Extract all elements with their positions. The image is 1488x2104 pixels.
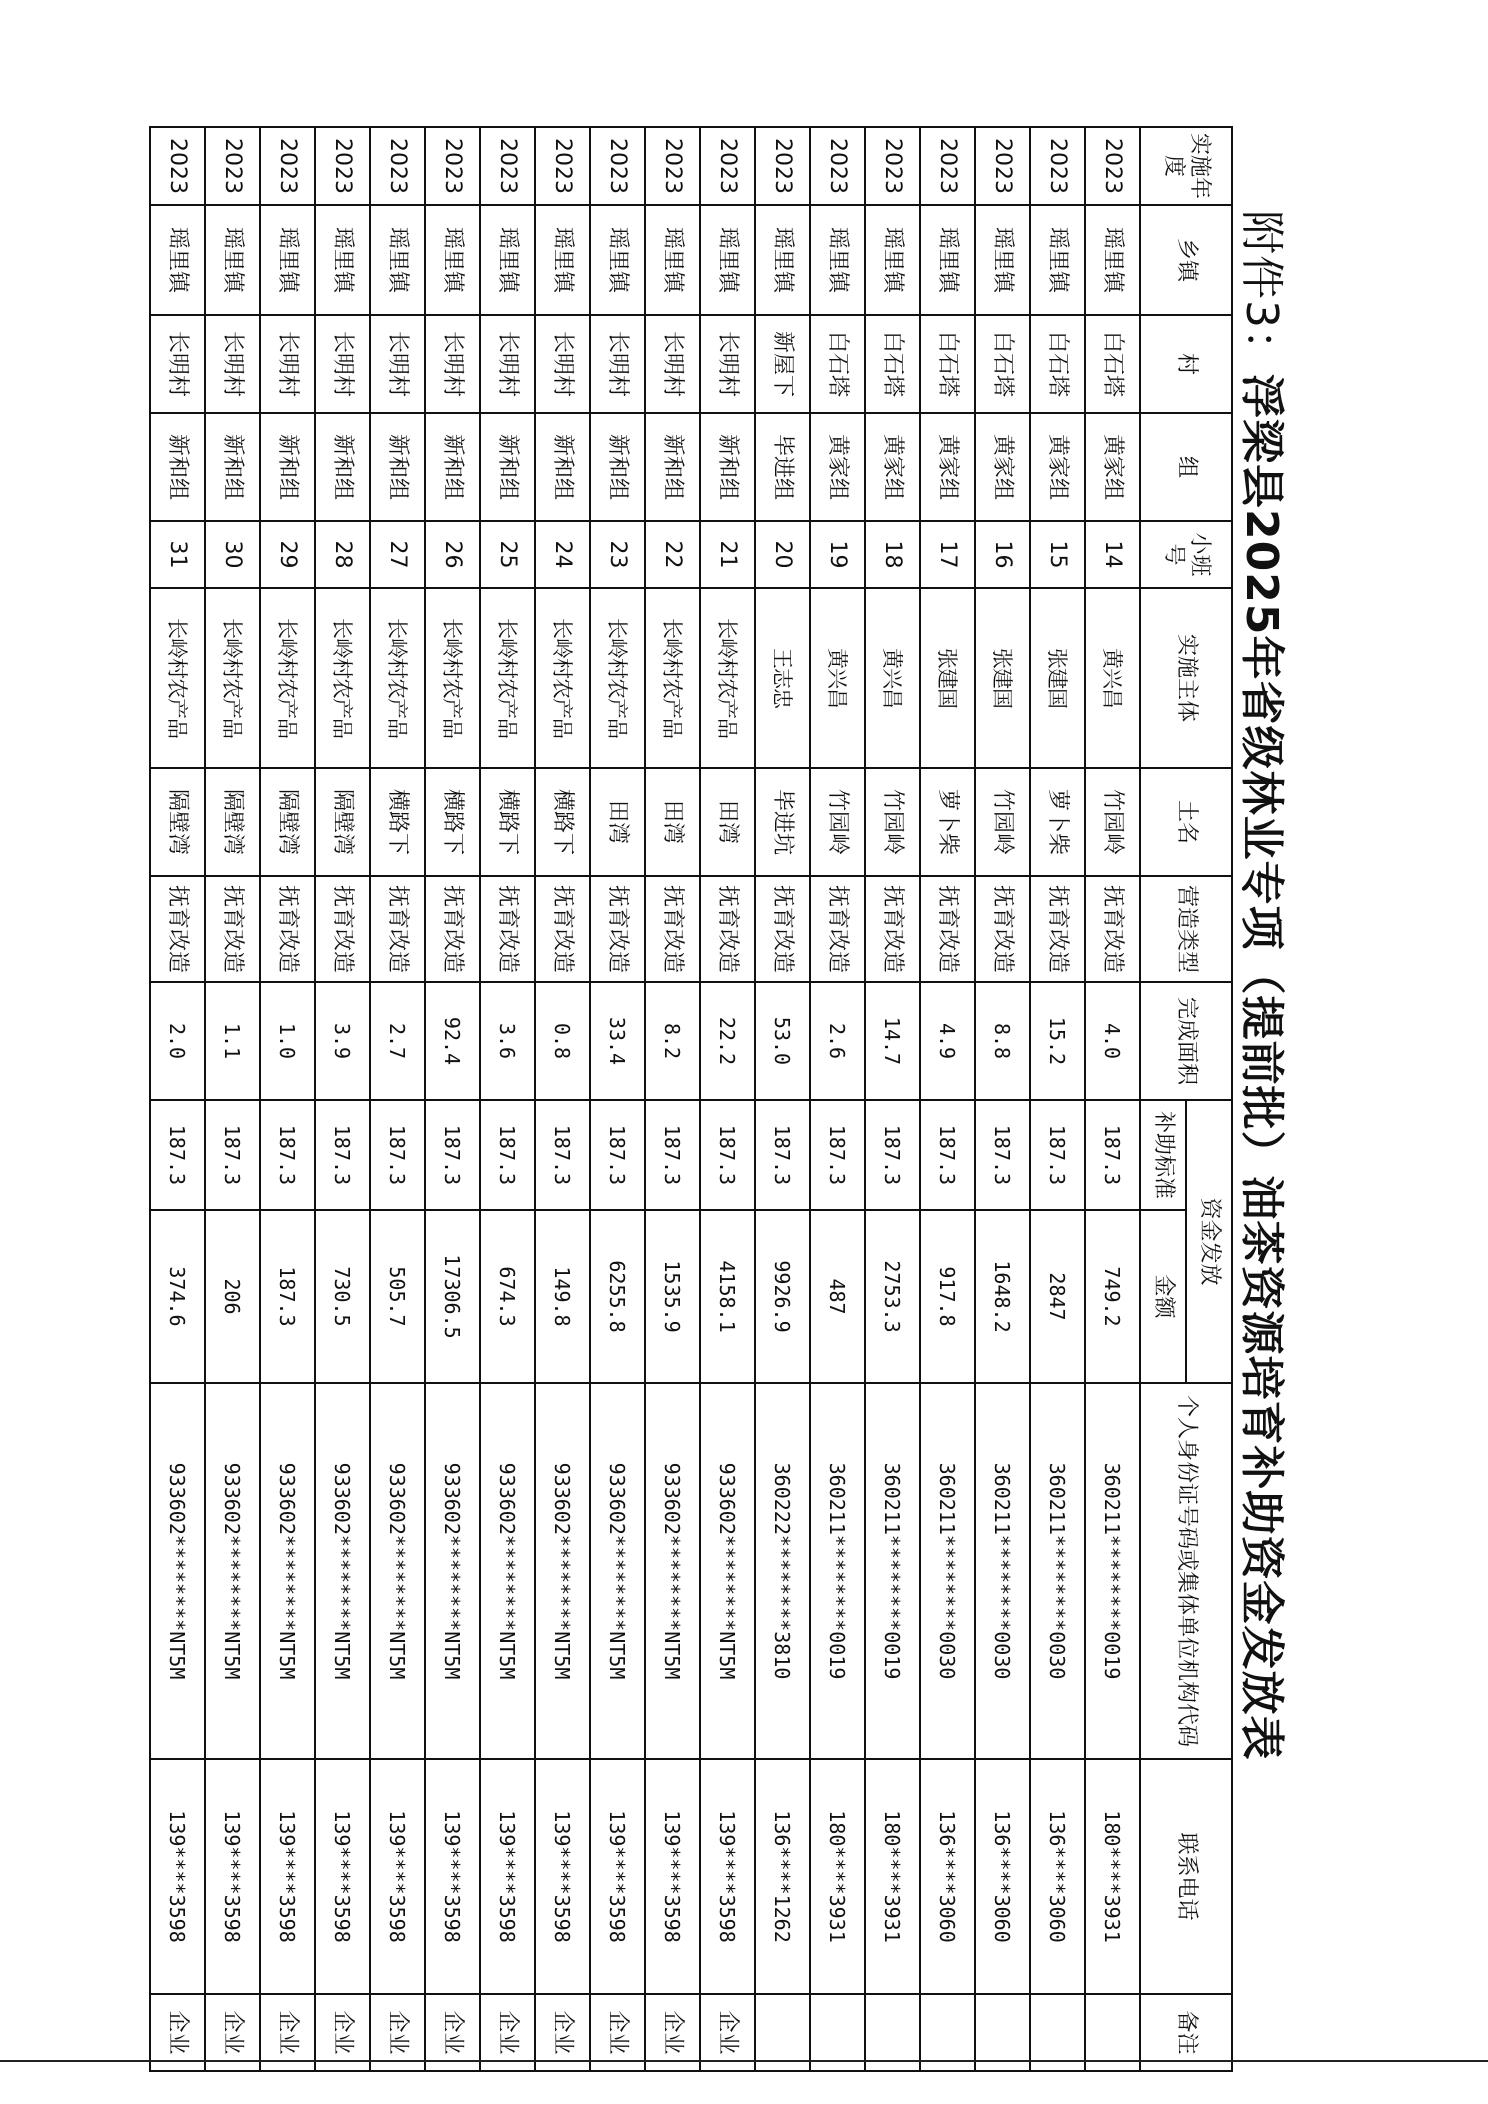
cell-id: 933602********NT5M (535, 1383, 590, 1759)
cell-entity: 长岭村农产品 (645, 588, 700, 768)
cell-village: 白石塔 (810, 315, 865, 413)
cell-town: 瑶里镇 (425, 205, 480, 315)
cell-standard: 187.3 (535, 1100, 590, 1210)
cell-entity: 长岭村农产品 (205, 588, 260, 768)
cell-phone: 136****3060 (1030, 1759, 1085, 1994)
cell-place: 横路下 (535, 768, 590, 876)
cell-group: 新和组 (590, 413, 645, 521)
cell-area: 22.2 (700, 982, 755, 1100)
cell-village: 白石塔 (975, 315, 1030, 413)
cell-plot: 28 (315, 521, 370, 588)
cell-entity: 长岭村农产品 (370, 588, 425, 768)
cell-standard: 187.3 (425, 1100, 480, 1210)
cell-standard: 187.3 (645, 1100, 700, 1210)
cell-place: 田湾 (590, 768, 645, 876)
header-entity: 实施主体 (1140, 588, 1232, 768)
cell-id: 933602********NT5M (205, 1383, 260, 1759)
table-row (150, 127, 205, 2071)
cell-entity: 长岭村农产品 (590, 588, 645, 768)
cell-entity: 张建国 (920, 588, 975, 768)
cell-group: 新和组 (205, 413, 260, 521)
cell-id: 360211********0019 (1085, 1383, 1140, 1759)
cell-id: 933602********NT5M (590, 1383, 645, 1759)
cell-phone: 139****3598 (370, 1759, 425, 1994)
cell-amount: 149.8 (535, 1210, 590, 1383)
cell-group: 新和组 (370, 413, 425, 521)
cell-amount: 917.8 (920, 1210, 975, 1383)
table-row (1085, 127, 1140, 2071)
cell-id: 933602********NT5M (425, 1383, 480, 1759)
cell-standard: 187.3 (755, 1100, 810, 1210)
cell-amount: 1535.9 (645, 1210, 700, 1383)
cell-group: 新和组 (645, 413, 700, 521)
cell-year: 2023 (370, 127, 425, 205)
cell-town: 瑶里镇 (700, 205, 755, 315)
cell-id: 360222********3810 (755, 1383, 810, 1759)
document-title-text: 浮梁县2025年省级林业专项（提前批）油茶资源培育补助资金发放表 (1236, 374, 1287, 1761)
cell-phone: 139****3598 (260, 1759, 315, 1994)
cell-area: 2.0 (150, 982, 205, 1100)
cell-village: 长明村 (205, 315, 260, 413)
cell-amount: 749.2 (1085, 1210, 1140, 1383)
table-row (315, 127, 370, 2071)
cell-town: 瑶里镇 (315, 205, 370, 315)
cell-place: 横路下 (370, 768, 425, 876)
cell-town: 瑶里镇 (920, 205, 975, 315)
cell-type: 抚育改造 (1085, 876, 1140, 982)
cell-area: 14.7 (865, 982, 920, 1100)
cell-phone: 139****3598 (700, 1759, 755, 1994)
header-group: 组 (1140, 413, 1232, 521)
cell-place: 隔壁湾 (260, 768, 315, 876)
cell-type: 抚育改造 (1030, 876, 1085, 982)
cell-standard: 187.3 (865, 1100, 920, 1210)
cell-year: 2023 (645, 127, 700, 205)
cell-entity: 长岭村农产品 (425, 588, 480, 768)
cell-place: 隔壁湾 (205, 768, 260, 876)
table-row (425, 127, 480, 2071)
cell-village: 长明村 (260, 315, 315, 413)
cell-place: 萝卜柴 (920, 768, 975, 876)
cell-town: 瑶里镇 (590, 205, 645, 315)
cell-id: 360211********0030 (975, 1383, 1030, 1759)
cell-plot: 22 (645, 521, 700, 588)
cell-group: 黄家组 (1085, 413, 1140, 521)
cell-village: 长明村 (480, 315, 535, 413)
cell-area: 4.0 (1085, 982, 1140, 1100)
cell-type: 抚育改造 (260, 876, 315, 982)
cell-year: 2023 (810, 127, 865, 205)
cell-area: 3.9 (315, 982, 370, 1100)
cell-entity: 长岭村农产品 (700, 588, 755, 768)
cell-standard: 187.3 (1085, 1100, 1140, 1210)
cell-town: 瑶里镇 (1085, 205, 1140, 315)
cell-area: 4.9 (920, 982, 975, 1100)
cell-entity: 黄兴昌 (1085, 588, 1140, 768)
cell-amount: 4158.1 (700, 1210, 755, 1383)
cell-phone: 139****3598 (150, 1759, 205, 1994)
cell-place: 横路下 (480, 768, 535, 876)
header-remark: 备注 (1140, 1994, 1232, 2071)
cell-remark: 企业 (535, 1994, 590, 2071)
cell-amount: 17306.5 (425, 1210, 480, 1383)
subsidy-table (149, 126, 1233, 2072)
cell-phone: 139****3598 (205, 1759, 260, 1994)
cell-phone: 136****1262 (755, 1759, 810, 1994)
cell-village: 长明村 (150, 315, 205, 413)
cell-year: 2023 (535, 127, 590, 205)
cell-phone: 136****3060 (920, 1759, 975, 1994)
cell-town: 瑶里镇 (865, 205, 920, 315)
attachment-label: 附件3： (1236, 210, 1287, 374)
cell-year: 2023 (1085, 127, 1140, 205)
cell-town: 瑶里镇 (975, 205, 1030, 315)
cell-phone: 139****3598 (315, 1759, 370, 1994)
header-standard: 补助标准 (1140, 1100, 1186, 1210)
cell-id: 360211********0030 (920, 1383, 975, 1759)
cell-group: 黄家组 (975, 413, 1030, 521)
cell-year: 2023 (205, 127, 260, 205)
cell-type: 抚育改造 (425, 876, 480, 982)
table-row (370, 127, 425, 2071)
cell-entity: 长岭村农产品 (315, 588, 370, 768)
cell-plot: 29 (260, 521, 315, 588)
cell-type: 抚育改造 (370, 876, 425, 982)
header-year: 实施年度 (1140, 127, 1232, 205)
cell-area: 92.4 (425, 982, 480, 1100)
cell-place: 田湾 (645, 768, 700, 876)
cell-group: 黄家组 (810, 413, 865, 521)
cell-type: 抚育改造 (865, 876, 920, 982)
table-row (975, 127, 1030, 2071)
cell-standard: 187.3 (370, 1100, 425, 1210)
cell-year: 2023 (480, 127, 535, 205)
cell-amount: 6255.8 (590, 1210, 645, 1383)
cell-area: 1.1 (205, 982, 260, 1100)
header-phone: 联系电话 (1140, 1759, 1232, 1994)
cell-area: 8.2 (645, 982, 700, 1100)
cell-id: 360211********0030 (1030, 1383, 1085, 1759)
table-row (535, 127, 590, 2071)
cell-area: 0.8 (535, 982, 590, 1100)
cell-amount: 2847 (1030, 1210, 1085, 1383)
cell-village: 长明村 (645, 315, 700, 413)
cell-group: 新和组 (700, 413, 755, 521)
cell-amount: 2753.3 (865, 1210, 920, 1383)
cell-village: 长明村 (700, 315, 755, 413)
table-row (810, 127, 865, 2071)
cell-area: 33.4 (590, 982, 645, 1100)
table-row (205, 127, 260, 2071)
cell-entity: 张建国 (975, 588, 1030, 768)
cell-standard: 187.3 (590, 1100, 645, 1210)
cell-remark: 企业 (370, 1994, 425, 2071)
cell-place: 田湾 (700, 768, 755, 876)
cell-remark: 企业 (315, 1994, 370, 2071)
cell-phone: 139****3598 (590, 1759, 645, 1994)
cell-year: 2023 (1030, 127, 1085, 205)
cell-place: 隔壁湾 (150, 768, 205, 876)
cell-type: 抚育改造 (535, 876, 590, 982)
cell-entity: 长岭村农产品 (535, 588, 590, 768)
document-title (1234, 210, 1298, 1760)
table-row (700, 127, 755, 2071)
cell-plot: 31 (150, 521, 205, 588)
cell-id: 933602********NT5M (260, 1383, 315, 1759)
cell-town: 瑶里镇 (645, 205, 700, 315)
cell-group: 黄家组 (865, 413, 920, 521)
cell-town: 瑶里镇 (260, 205, 315, 315)
cell-type: 抚育改造 (480, 876, 535, 982)
cell-place: 隔壁湾 (315, 768, 370, 876)
cell-amount: 187.3 (260, 1210, 315, 1383)
cell-place: 毕进坑 (755, 768, 810, 876)
cell-type: 抚育改造 (920, 876, 975, 982)
cell-plot: 18 (865, 521, 920, 588)
cell-village: 新屋下 (755, 315, 810, 413)
cell-type: 抚育改造 (700, 876, 755, 982)
header-plot: 小班号 (1140, 521, 1232, 588)
cell-type: 抚育改造 (150, 876, 205, 982)
cell-remark: 企业 (425, 1994, 480, 2071)
header-id: 个人身份证号码或集体单位机构代码 (1140, 1383, 1232, 1759)
cell-type: 抚育改造 (590, 876, 645, 982)
cell-entity: 黄兴昌 (810, 588, 865, 768)
cell-standard: 187.3 (975, 1100, 1030, 1210)
cell-type: 抚育改造 (205, 876, 260, 982)
cell-plot: 19 (810, 521, 865, 588)
header-village: 村 (1140, 315, 1232, 413)
cell-remark: 企业 (700, 1994, 755, 2071)
cell-town: 瑶里镇 (205, 205, 260, 315)
cell-year: 2023 (425, 127, 480, 205)
cell-village: 白石塔 (920, 315, 975, 413)
cell-id: 933602********NT5M (700, 1383, 755, 1759)
cell-place: 萝卜柴 (1030, 768, 1085, 876)
cell-area: 3.6 (480, 982, 535, 1100)
cell-type: 抚育改造 (315, 876, 370, 982)
cell-year: 2023 (315, 127, 370, 205)
cell-town: 瑶里镇 (370, 205, 425, 315)
cell-phone: 139****3598 (425, 1759, 480, 1994)
header-town: 乡镇 (1140, 205, 1232, 315)
cell-standard: 187.3 (315, 1100, 370, 1210)
cell-id: 360211********0019 (865, 1383, 920, 1759)
cell-entity: 王志忠 (755, 588, 810, 768)
cell-phone: 180****3931 (865, 1759, 920, 1994)
header-amount: 金额 (1140, 1210, 1186, 1383)
cell-group: 新和组 (425, 413, 480, 521)
cell-standard: 187.3 (920, 1100, 975, 1210)
cell-year: 2023 (590, 127, 645, 205)
cell-town: 瑶里镇 (755, 205, 810, 315)
cell-remark: 企业 (260, 1994, 315, 2071)
cell-remark: 企业 (590, 1994, 645, 2071)
header-type: 营造类型 (1140, 876, 1232, 982)
cell-type: 抚育改造 (810, 876, 865, 982)
cell-year: 2023 (755, 127, 810, 205)
cell-entity: 长岭村农产品 (260, 588, 315, 768)
cell-group: 新和组 (315, 413, 370, 521)
cell-plot: 27 (370, 521, 425, 588)
cell-village: 长明村 (535, 315, 590, 413)
cell-standard: 187.3 (700, 1100, 755, 1210)
cell-amount: 1648.2 (975, 1210, 1030, 1383)
cell-village: 长明村 (315, 315, 370, 413)
cell-group: 新和组 (480, 413, 535, 521)
cell-town: 瑶里镇 (480, 205, 535, 315)
cell-village: 长明村 (370, 315, 425, 413)
cell-group: 黄家组 (1030, 413, 1085, 521)
cell-plot: 16 (975, 521, 1030, 588)
table-row (1030, 127, 1085, 2071)
cell-standard: 187.3 (150, 1100, 205, 1210)
cell-id: 933602********NT5M (645, 1383, 700, 1759)
cell-village: 白石塔 (865, 315, 920, 413)
table-row (260, 127, 315, 2071)
table-row (480, 127, 535, 2071)
cell-year: 2023 (975, 127, 1030, 205)
cell-remark: 企业 (205, 1994, 260, 2071)
table-row (590, 127, 645, 2071)
cell-standard: 187.3 (810, 1100, 865, 1210)
cell-plot: 23 (590, 521, 645, 588)
cell-group: 黄家组 (920, 413, 975, 521)
table-row (865, 127, 920, 2071)
cell-plot: 25 (480, 521, 535, 588)
cell-type: 抚育改造 (755, 876, 810, 982)
cell-group: 新和组 (260, 413, 315, 521)
cell-id: 933602********NT5M (370, 1383, 425, 1759)
cell-standard: 187.3 (1030, 1100, 1085, 1210)
cell-area: 1.0 (260, 982, 315, 1100)
cell-phone: 139****3598 (645, 1759, 700, 1994)
cell-plot: 30 (205, 521, 260, 588)
cell-type: 抚育改造 (645, 876, 700, 982)
cell-village: 长明村 (425, 315, 480, 413)
cell-phone: 136****3060 (975, 1759, 1030, 1994)
cell-remark: 企业 (150, 1994, 205, 2071)
cell-plot: 21 (700, 521, 755, 588)
header-funds: 资金发放 (1186, 1100, 1232, 1383)
cell-standard: 187.3 (205, 1100, 260, 1210)
cell-amount: 730.5 (315, 1210, 370, 1383)
cell-entity: 长岭村农产品 (150, 588, 205, 768)
cell-standard: 187.3 (480, 1100, 535, 1210)
cell-group: 新和组 (150, 413, 205, 521)
cell-village: 白石塔 (1085, 315, 1140, 413)
cell-entity: 长岭村农产品 (480, 588, 535, 768)
header-row-1 (1186, 127, 1232, 2071)
cell-place: 竹园岭 (1085, 768, 1140, 876)
cell-plot: 17 (920, 521, 975, 588)
cell-amount: 206 (205, 1210, 260, 1383)
cell-plot: 15 (1030, 521, 1085, 588)
cell-plot: 24 (535, 521, 590, 588)
cell-place: 横路下 (425, 768, 480, 876)
cell-year: 2023 (150, 127, 205, 205)
page-bottom-rule (0, 2060, 1488, 2062)
cell-phone: 180****3931 (1085, 1759, 1140, 1994)
cell-year: 2023 (700, 127, 755, 205)
cell-place: 竹园岭 (975, 768, 1030, 876)
cell-phone: 139****3598 (535, 1759, 590, 1994)
cell-place: 竹园岭 (865, 768, 920, 876)
cell-town: 瑶里镇 (150, 205, 205, 315)
cell-year: 2023 (920, 127, 975, 205)
cell-town: 瑶里镇 (810, 205, 865, 315)
cell-entity: 黄兴昌 (865, 588, 920, 768)
table-row (645, 127, 700, 2071)
cell-plot: 20 (755, 521, 810, 588)
cell-remark: 企业 (480, 1994, 535, 2071)
cell-village: 长明村 (590, 315, 645, 413)
cell-year: 2023 (260, 127, 315, 205)
table-row (920, 127, 975, 2071)
cell-id: 933602********NT5M (480, 1383, 535, 1759)
cell-amount: 487 (810, 1210, 865, 1383)
cell-phone: 180****3931 (810, 1759, 865, 1994)
cell-town: 瑶里镇 (535, 205, 590, 315)
cell-type: 抚育改造 (975, 876, 1030, 982)
cell-village: 白石塔 (1030, 315, 1085, 413)
cell-group: 新和组 (535, 413, 590, 521)
cell-area: 53.0 (755, 982, 810, 1100)
cell-amount: 674.3 (480, 1210, 535, 1383)
table-row (755, 127, 810, 2071)
cell-phone: 139****3598 (480, 1759, 535, 1994)
cell-id: 360211********0019 (810, 1383, 865, 1759)
table-body (150, 127, 1140, 2071)
cell-group: 毕进组 (755, 413, 810, 521)
header-place: 土名 (1140, 768, 1232, 876)
cell-standard: 187.3 (260, 1100, 315, 1210)
cell-area: 8.8 (975, 982, 1030, 1100)
cell-entity: 张建国 (1030, 588, 1085, 768)
cell-area: 2.7 (370, 982, 425, 1100)
cell-area: 2.6 (810, 982, 865, 1100)
cell-id: 933602********NT5M (150, 1383, 205, 1759)
cell-amount: 374.6 (150, 1210, 205, 1383)
cell-plot: 14 (1085, 521, 1140, 588)
cell-id: 933602********NT5M (315, 1383, 370, 1759)
cell-place: 竹园岭 (810, 768, 865, 876)
cell-amount: 505.7 (370, 1210, 425, 1383)
cell-plot: 26 (425, 521, 480, 588)
cell-amount: 9926.9 (755, 1210, 810, 1383)
cell-year: 2023 (865, 127, 920, 205)
cell-area: 15.2 (1030, 982, 1085, 1100)
cell-remark: 企业 (645, 1994, 700, 2071)
header-area: 完成面积 (1140, 982, 1232, 1100)
cell-town: 瑶里镇 (1030, 205, 1085, 315)
